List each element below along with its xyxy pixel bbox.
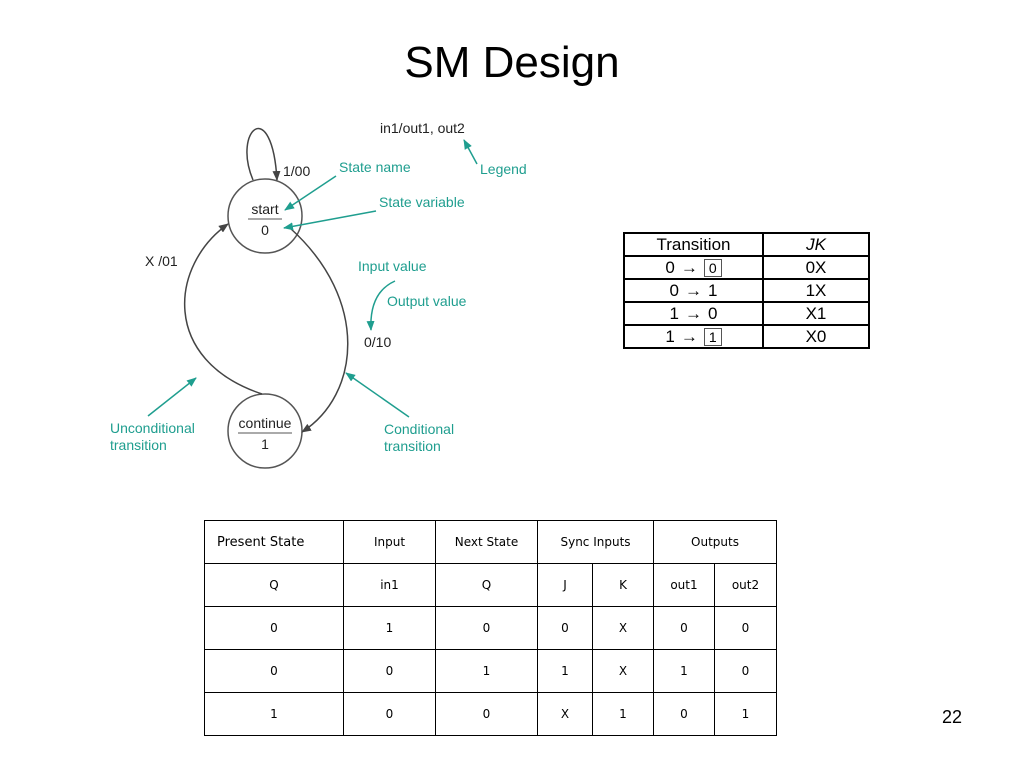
table-row — [205, 693, 777, 736]
table-cell: 0 — [436, 607, 538, 650]
subheader-j: J — [538, 564, 593, 607]
jk-table-row — [624, 302, 869, 325]
subheader-in1: in1 — [344, 564, 436, 607]
table-cell: X — [538, 693, 593, 736]
header-input: Input — [344, 521, 436, 564]
table-cell: 0 — [344, 650, 436, 693]
annotation-unconditional-line1: Unconditional — [110, 420, 195, 436]
transition-cell — [670, 304, 718, 324]
jk-table-row — [624, 256, 869, 279]
table-cell: 1 — [205, 693, 344, 736]
transition-to: 0 — [708, 303, 718, 323]
annotation-legend: Legend — [480, 161, 527, 177]
legend-format-label: in1/out1, out2 — [380, 120, 465, 136]
state-continue-name: continue — [238, 415, 292, 431]
annotation-output-value: Output value — [387, 293, 467, 309]
table-cell: 1 — [436, 650, 538, 693]
transition-from: 0 — [665, 257, 675, 277]
table-cell: 0 — [205, 650, 344, 693]
table-cell: X — [593, 650, 654, 693]
state-start-variable: 0 — [261, 222, 269, 238]
transition-cell — [665, 327, 721, 347]
page-number: 22 — [941, 707, 962, 727]
state-table-group-header-row — [205, 521, 777, 564]
right-arrow-icon: → — [680, 326, 698, 346]
jk-value: 1X — [763, 279, 869, 302]
table-row — [205, 607, 777, 650]
table-row — [205, 650, 777, 693]
transition-to-boxed: 1 — [704, 328, 722, 346]
annotation-conditional-line1: Conditional — [384, 421, 455, 437]
jk-table-header-row — [624, 233, 869, 256]
table-cell: 0 — [538, 607, 593, 650]
unconditional-pointer — [148, 378, 196, 416]
conditional-transition-arrow — [290, 228, 348, 432]
transition-to: 1 — [708, 280, 718, 300]
annotation-unconditional-line2: transition — [110, 437, 167, 453]
header-next-state: Next State — [436, 521, 538, 564]
jk-header-transition: Transition — [624, 233, 763, 256]
jk-table-row — [624, 325, 869, 348]
subheader-out2: out2 — [715, 564, 777, 607]
jk-value: X0 — [763, 325, 869, 348]
right-arrow-icon: → — [685, 303, 702, 323]
header-outputs: Outputs — [654, 521, 777, 564]
table-cell: 0 — [715, 650, 777, 693]
left-transition-label: X /01 — [145, 253, 178, 269]
state-start — [228, 179, 302, 253]
annotation-state-variable: State variable — [379, 194, 465, 210]
table-cell: 1 — [654, 650, 715, 693]
transition-from: 1 — [665, 326, 675, 346]
jk-value: 0X — [763, 256, 869, 279]
transition-from: 1 — [669, 303, 679, 323]
legend-pointer — [464, 140, 477, 164]
subheader-out1: out1 — [654, 564, 715, 607]
state-table — [204, 520, 777, 736]
table-cell: 1 — [344, 607, 436, 650]
transition-cell — [670, 281, 718, 301]
jk-excitation-table — [623, 232, 870, 349]
header-sync-inputs: Sync Inputs — [538, 521, 654, 564]
annotation-input-value: Input value — [358, 258, 427, 274]
right-arrow-icon: → — [685, 280, 702, 300]
table-cell: 0 — [205, 607, 344, 650]
table-cell: X — [593, 607, 654, 650]
right-arrow-icon: → — [680, 257, 698, 277]
table-cell: 1 — [593, 693, 654, 736]
self-loop-arrow — [247, 129, 277, 180]
table-cell: 0 — [436, 693, 538, 736]
table-cell: 0 — [715, 607, 777, 650]
conditional-pointer — [346, 373, 409, 417]
table-cell: 0 — [654, 607, 715, 650]
annotation-conditional-line2: transition — [384, 438, 441, 454]
table-cell: 0 — [654, 693, 715, 736]
transition-from: 0 — [669, 280, 679, 300]
state-table-sub-header-row — [205, 564, 777, 607]
table-cell: 1 — [538, 650, 593, 693]
header-present-state: Present State — [205, 521, 344, 564]
right-transition-label: 0/10 — [364, 334, 392, 350]
jk-table-row — [624, 279, 869, 302]
state-continue-variable: 1 — [261, 436, 269, 452]
state-start-name: start — [251, 201, 279, 217]
table-cell: 1 — [715, 693, 777, 736]
state-continue — [228, 394, 302, 468]
transition-cell — [665, 258, 721, 278]
annotation-state-name: State name — [339, 159, 411, 175]
subheader-next-q: Q — [436, 564, 538, 607]
subheader-present-q: Q — [205, 564, 344, 607]
transition-to-boxed: 0 — [704, 259, 722, 277]
jk-value: X1 — [763, 302, 869, 325]
subheader-k: K — [593, 564, 654, 607]
slide-title: SM Design — [404, 38, 620, 87]
table-cell: 0 — [344, 693, 436, 736]
self-loop-label: 1/00 — [283, 163, 311, 179]
jk-header-jk: JK — [763, 233, 869, 256]
